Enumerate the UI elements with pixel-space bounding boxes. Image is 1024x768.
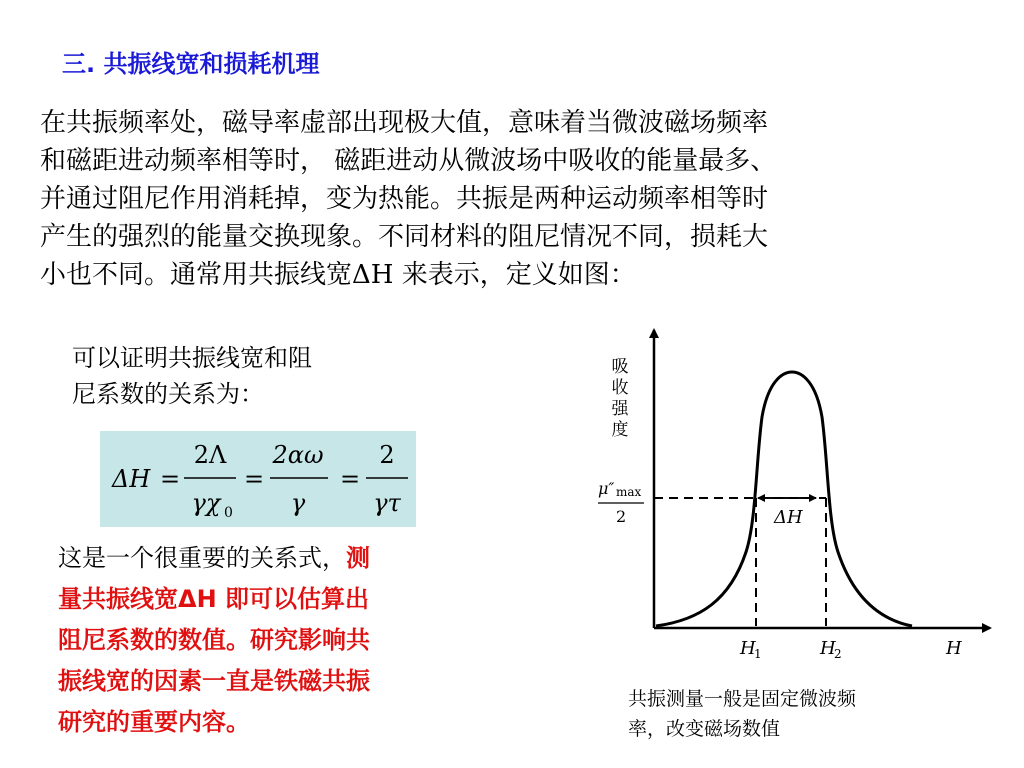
conclusion-highlight-line: 阻尼系数的数值。研究影响共	[58, 626, 370, 654]
frac1-denominator-subscript: 0	[224, 505, 233, 521]
frac1-denominator: γχ	[191, 489, 221, 517]
y-axis-label-char: 收	[611, 378, 629, 398]
conclusion-highlight: 测	[346, 544, 370, 572]
conclusion-normal-text: 这是一个很重要的关系式，	[58, 544, 346, 572]
caption-line: 率，改变磁场数值	[628, 718, 781, 740]
frac1-numerator: 2Λ	[193, 441, 227, 469]
formula-equals: =	[160, 465, 181, 493]
conclusion-highlight-line: 振线宽的因素一直是铁磁共振	[58, 667, 370, 695]
intro-line: 可以证明共振线宽和阻	[72, 344, 312, 372]
delta-h-label: ΔH	[774, 507, 803, 528]
h2-label: H	[820, 638, 836, 659]
formula-equals: =	[340, 465, 361, 493]
h1-label: H	[740, 638, 756, 659]
formula-box	[100, 431, 416, 527]
caption-line: 共振测量一般是固定微波频	[628, 688, 857, 710]
frac3-numerator: 2	[379, 441, 395, 469]
frac3-denominator: γτ	[373, 489, 401, 517]
paragraph-line: 产生的强烈的能量交换现象。不同材料的阻尼情况不同，损耗大	[40, 222, 769, 252]
resonance-curve-figure	[590, 322, 1000, 674]
section-title: 三. 共振线宽和损耗机理	[62, 50, 320, 78]
conclusion-line	[58, 538, 508, 579]
formula-svg	[100, 431, 416, 527]
y-axis-label-char: 强	[611, 399, 629, 419]
y-axis-label-char: 吸	[611, 357, 629, 377]
y-axis-label-char: 度	[611, 420, 629, 440]
paragraph-line: 并通过阻尼作用消耗掉，变为热能。共振是两种运动频率相等时	[40, 184, 769, 214]
mu-half-denominator: 2	[616, 507, 627, 526]
formula-equals: =	[244, 465, 265, 493]
formula-lhs: ΔH	[112, 465, 151, 493]
figure-caption	[628, 684, 1008, 744]
conclusion-highlight-line: 量共振线宽ΔH 即可以估算出	[58, 585, 370, 613]
body-paragraph	[40, 104, 1000, 294]
h2-subscript: 2	[834, 647, 842, 661]
intro-line: 尼系数的关系为：	[72, 380, 264, 408]
mu-max-symbol: μ″	[598, 479, 615, 498]
conclusion-text	[58, 538, 508, 743]
resonance-curve	[656, 372, 912, 626]
resonance-curve-svg	[590, 322, 1000, 674]
x-axis-label: H	[946, 638, 962, 659]
frac2-denominator: γ	[290, 489, 306, 517]
mu-max-subscript: max	[616, 485, 642, 499]
paragraph-line: 和磁距进动频率相等时， 磁距进动从微波场中吸收的能量最多、	[40, 146, 777, 176]
conclusion-highlight-line: 研究的重要内容。	[58, 708, 250, 736]
paragraph-line: 小也不同。通常用共振线宽ΔH 来表示，定义如图：	[40, 260, 636, 290]
frac2-numerator: 2αω	[272, 441, 324, 469]
h1-subscript: 1	[754, 647, 762, 661]
paragraph-line: 在共振频率处，磁导率虚部出现极大值，意味着当微波磁场频率	[40, 108, 769, 138]
intro-text	[72, 340, 312, 412]
